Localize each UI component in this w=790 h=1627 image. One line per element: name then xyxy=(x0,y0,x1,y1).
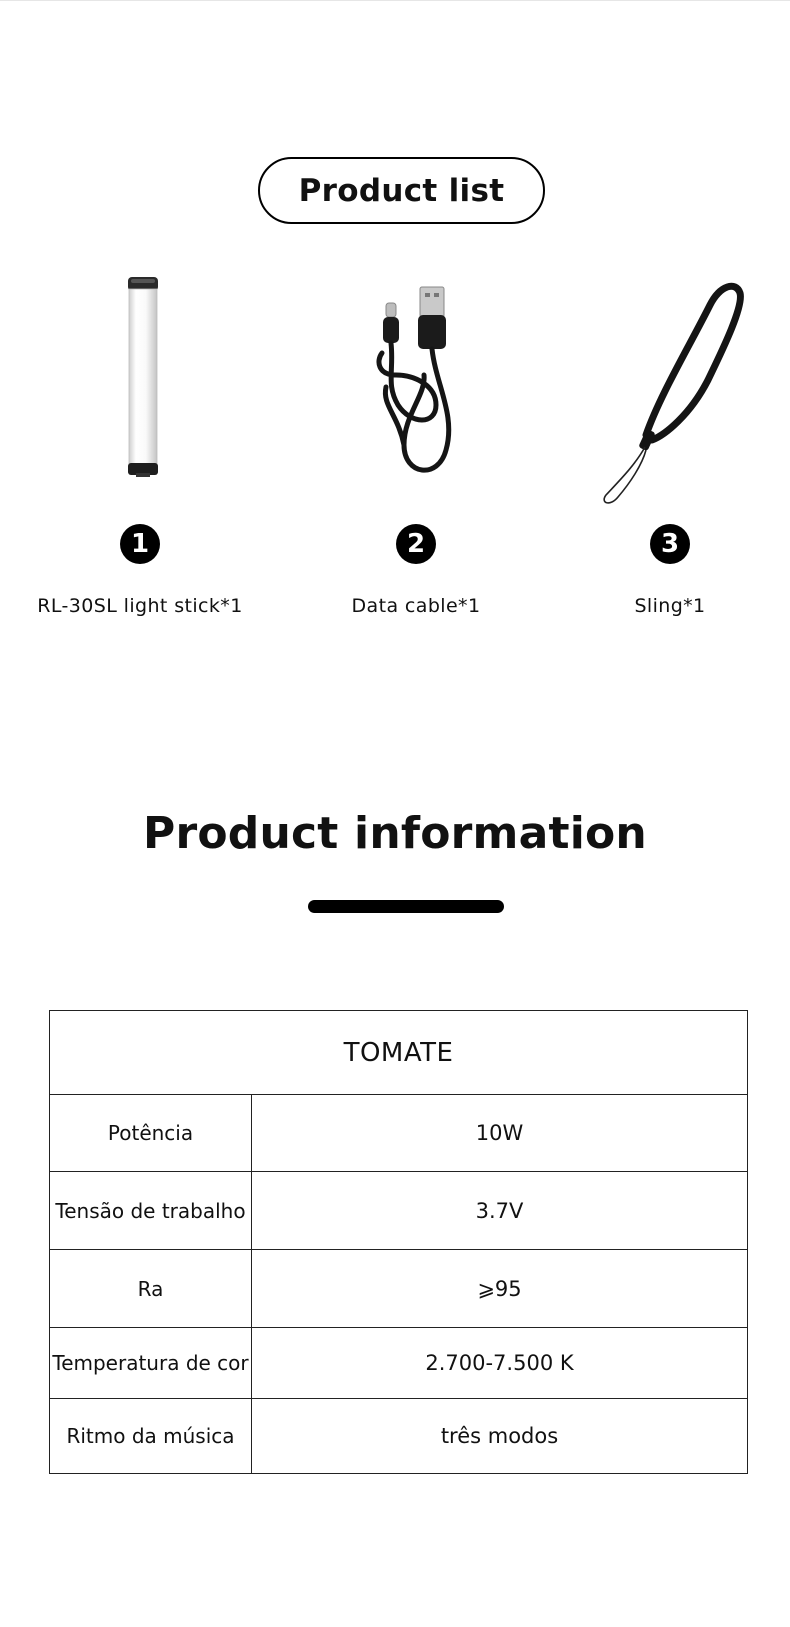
spec-table xyxy=(49,1010,748,1474)
title-underline-bar xyxy=(308,900,504,913)
spec-table-header: TOMATE xyxy=(50,1011,748,1095)
table-row xyxy=(50,1172,748,1250)
product-information-title: Product information xyxy=(143,808,647,859)
spec-key: Temperatura de cor xyxy=(50,1328,252,1399)
spec-key: Tensão de trabalho xyxy=(50,1172,252,1250)
product-item-data-cable xyxy=(286,275,546,635)
item-number-badge: 2 xyxy=(396,524,436,564)
item-caption: Sling*1 xyxy=(634,595,706,617)
spec-key: Ritmo da música xyxy=(50,1399,252,1474)
spec-value: 2.700-7.500 K xyxy=(252,1328,748,1399)
data-cable-image xyxy=(286,275,546,505)
product-list-title: Product list xyxy=(258,157,545,224)
spec-key: Potência xyxy=(50,1095,252,1172)
table-row xyxy=(50,1399,748,1474)
top-divider xyxy=(0,0,790,1)
table-row xyxy=(50,1328,748,1399)
spec-value: 3.7V xyxy=(252,1172,748,1250)
item-caption: Data cable*1 xyxy=(351,595,481,617)
spec-value: ⩾95 xyxy=(252,1250,748,1328)
table-row xyxy=(50,1095,748,1172)
spec-key: Ra xyxy=(50,1250,252,1328)
spec-value: 10W xyxy=(252,1095,748,1172)
table-row xyxy=(50,1250,748,1328)
sling-image xyxy=(540,275,790,505)
product-item-light-stick xyxy=(10,275,270,635)
product-item-sling xyxy=(540,275,790,635)
light-stick-image xyxy=(10,275,270,505)
item-number-badge: 3 xyxy=(650,524,690,564)
item-number-badge: 1 xyxy=(120,524,160,564)
item-caption: RL-30SL light stick*1 xyxy=(37,595,243,617)
spec-value: três modos xyxy=(252,1399,748,1474)
